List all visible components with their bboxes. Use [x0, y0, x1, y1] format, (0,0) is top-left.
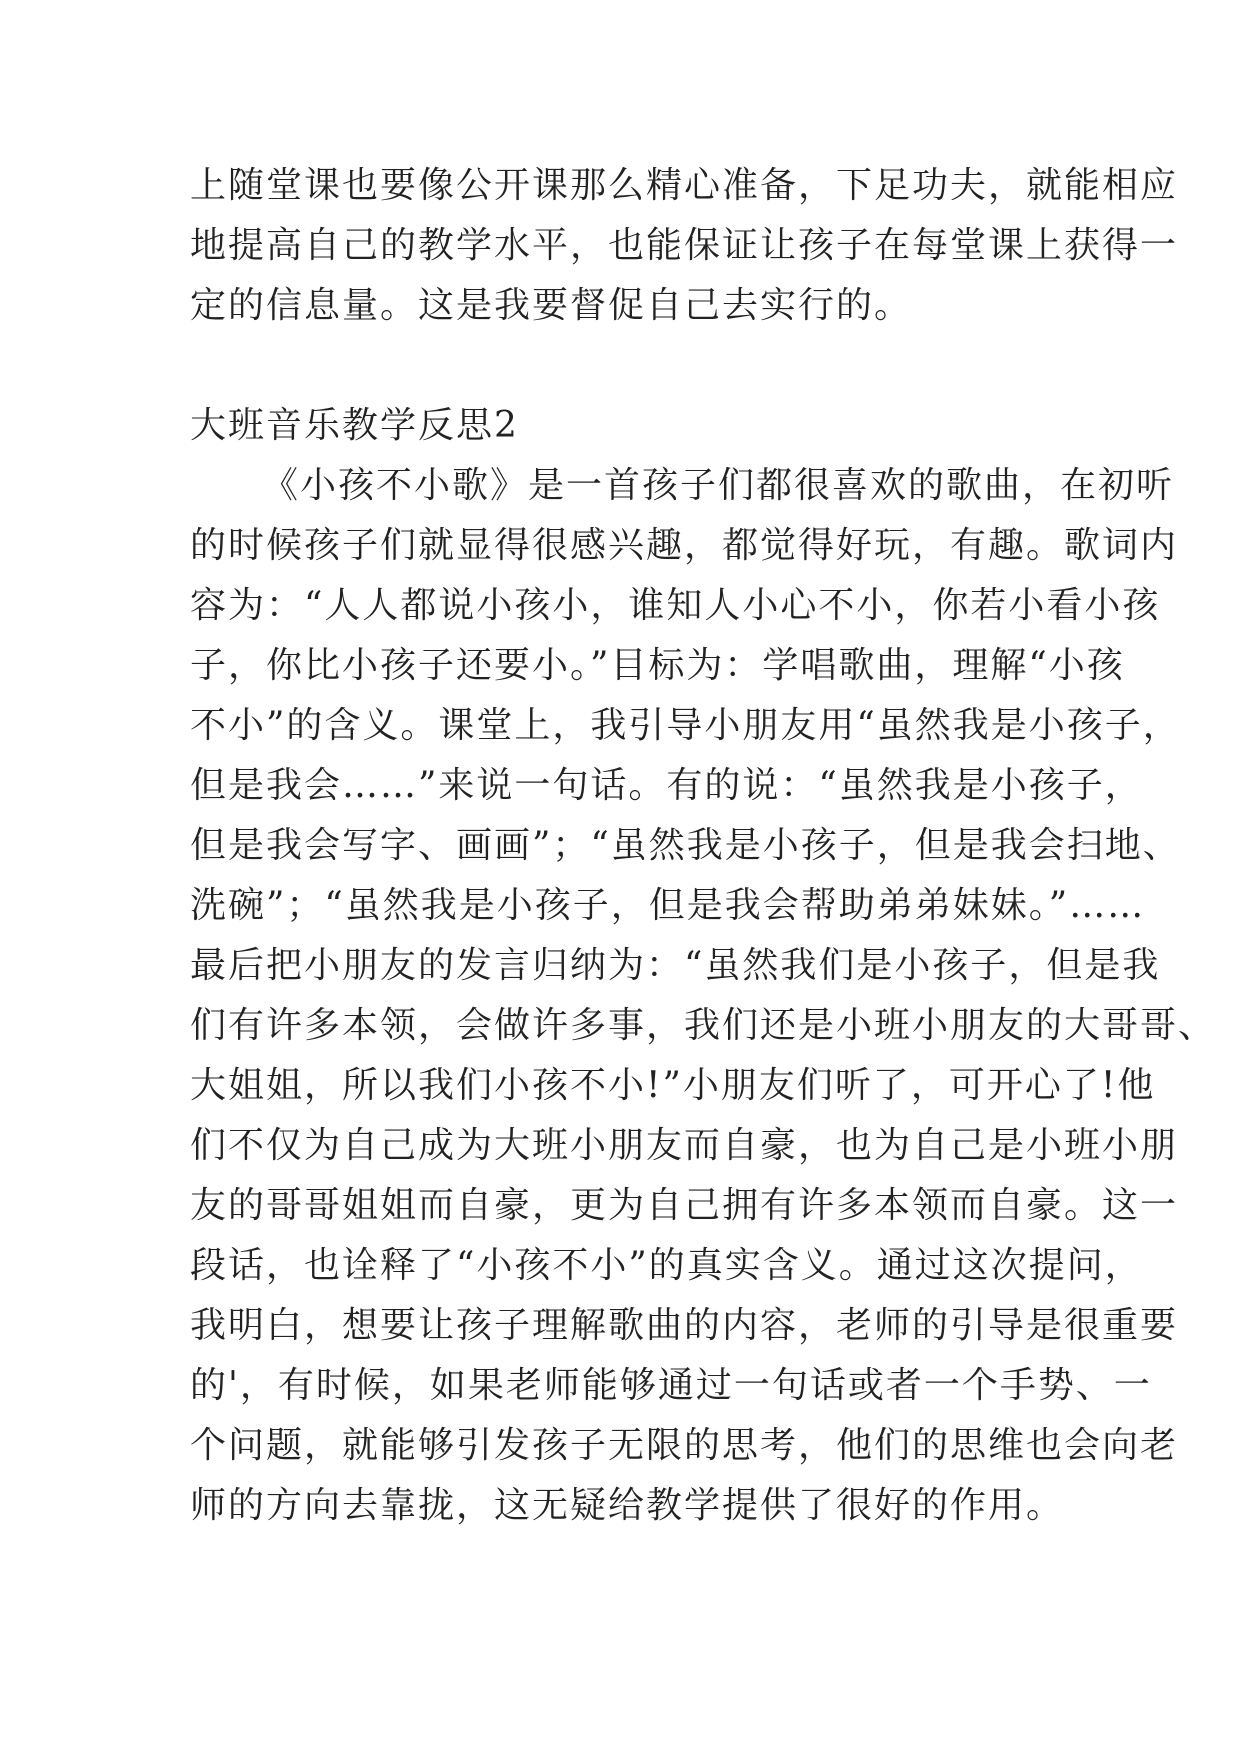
paragraph-line: 地提高自己的教学水平，也能保证让孩子在每堂课上获得一	[190, 225, 1179, 266]
paragraph-line: 段话，也诠释了“小孩不小”的真实含义。通过这次提问，	[190, 1245, 1143, 1286]
paragraph-line: 我明白，想要让孩子理解歌曲的内容，老师的引导是很重要	[190, 1305, 1179, 1346]
paragraph-line: 个问题，就能够引发孩子无限的思考，他们的思维也会向老	[190, 1425, 1179, 1466]
paragraph-line: 上随堂课也要像公开课那么精心准备，下足功夫，就能相应	[190, 165, 1179, 206]
paragraph-line: 友的哥哥姐姐而自豪，更为自己拥有许多本领而自豪。这一	[190, 1185, 1179, 1226]
paragraph-line: 但是我会写字、画画”；“虽然我是小孩子，但是我会扫地、	[190, 825, 1181, 866]
paragraph-line: 不小”的含义。课堂上，我引导小朋友用“虽然我是小孩子，	[190, 705, 1181, 746]
section-heading: 大班音乐教学反思2	[190, 405, 519, 446]
paragraph-line: 《小孩不小歌》是一首孩子们都很喜欢的歌曲，在初听	[262, 465, 1175, 506]
paragraph-line: 的时候孩子们就显得很感兴趣，都觉得好玩，有趣。歌词内	[190, 525, 1179, 566]
paragraph-line: 们有许多本领，会做许多事，我们还是小班小朋友的大哥哥、	[190, 1005, 1217, 1046]
paragraph-line: 容为：“人人都说小孩小，谁知人小心不小，你若小看小孩	[190, 585, 1161, 626]
paragraph-line: 们不仅为自己成为大班小朋友而自豪，也为自己是小班小朋	[190, 1125, 1179, 1166]
paragraph-line: 洗碗”；“虽然我是小孩子，但是我会帮助弟弟妹妹。”……	[190, 885, 1146, 926]
paragraph-line: 大姐姐，所以我们小孩不小!”小朋友们听了，可开心了!他	[190, 1065, 1156, 1106]
paragraph-line: 定的信息量。这是我要督促自己去实行的。	[190, 285, 913, 326]
paragraph-line: 但是我会……”来说一句话。有的说：“虽然我是小孩子，	[190, 765, 1143, 806]
paragraph-line: 师的方向去靠拢，这无疑给教学提供了很好的作用。	[190, 1485, 1065, 1526]
paragraph-line: 最后把小朋友的发言归纳为：“虽然我们是小孩子，但是我	[190, 945, 1161, 986]
paragraph-line: 子，你比小孩子还要小。”目标为：学唱歌曲，理解“小孩	[190, 645, 1125, 686]
paragraph-line: 的'，有时候，如果老师能够通过一句话或者一个手势、一	[190, 1365, 1152, 1406]
